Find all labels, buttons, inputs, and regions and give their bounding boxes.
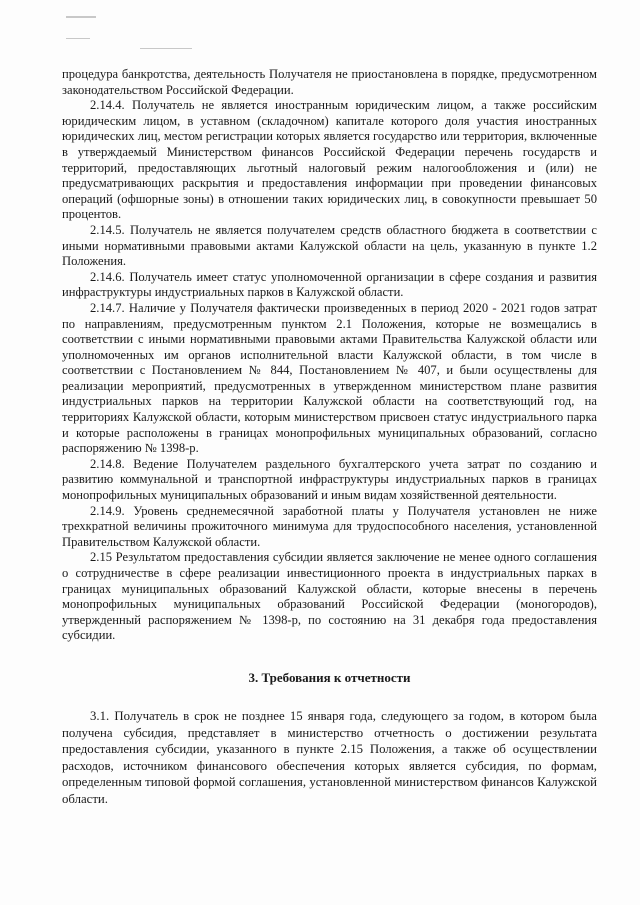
- paragraph-2-14-4: 2.14.4. Получатель не является иностранным юридическим лицом, а также российским юридическим лицом, в уставном (складочном) капитале которого доля участия иностранных юридических лиц, местом регистрации которых является государство или территория, включенные в утверждаемый Министерством финансов Российской Федерации перечень государств и территорий, предоставляющих льготный налоговый режим налогообложения и (или) не предусматривающих раскрытия и предоставления информации при проведении финансовых операций (офшорные зоны) в отношении таких юридических лиц, в совокупности превышает 50 процентов.: [62, 98, 597, 222]
- paragraph-2-15: 2.15 Результатом предоставления субсидии является заключение не менее одного соглашения о сотрудничестве в сфере реализации инвестиционного проекта в индустриальных парках в границах муниципальных образований Калужской области, которые внесены в перечень монопрофильных муниципальных образований Российской Федерации (моногородов), утвержденный распоряжением № 1398-р, по состоянию на 31 декабря года предоставления субсидии.: [62, 550, 597, 643]
- paragraph-3-1: 3.1. Получатель в срок не позднее 15 января года, следующего за годом, в котором была получена субсидия, представляет в министерство отчетность о достижении результата предоставления субсидии, указанного в пункте 2.15 Положения, а также об осуществлении расходов, источником финансового обеспечения которых является субсидия, по формам, определенным типовой формой соглашения, установленной министерством финансов Калужской области.: [62, 708, 597, 806]
- paragraph-2-14-5: 2.14.5. Получатель не является получателем средств областного бюджета в соответствии с иными нормативными правовыми актами Калужской области на цель, указанную в пункте 1.2 Положения.: [62, 222, 597, 269]
- paragraph-2-14-8: 2.14.8. Ведение Получателем раздельного бухгалтерского учета затрат по созданию и развитию коммунальной и транспортной инфраструктуры индустриальных парков в границах монопрофильных муниципальных образований и иным видам хозяйственной деятельности.: [62, 456, 597, 503]
- paragraph-continuation: процедура банкротства, деятельность Получателя не приостановлена в порядке, предусмотренном законодательством Российской Федерации.: [62, 67, 597, 97]
- paragraph-2-14-7: 2.14.7. Наличие у Получателя фактически произведенных в период 2020 - 2021 годов затрат по направлениям, предусмотренным пунктом 2.1 Положения, которые не возмещались в соответствии с иными нормативными правовыми актами Правительства Калужской области или уполномоченных им органов исполнительной власти Калужской области, в том числе в соответствии с Постановлением № 844, Постановлением № 407, и были осуществлены для реализации мероприятий, предусмотренных в утвержденном министерством плане развития индустриальных парков на территории Калужской области на соответствующий год, на территориях Калужской области, которым министерством присвоен статус индустриального парка и которые расположены в границах монопрофильных муниципальных образований, согласно распоряжению № 1398-р.: [62, 300, 597, 456]
- section-3-heading: 3. Требования к отчетности: [248, 669, 411, 685]
- scan-artifact: [66, 38, 90, 39]
- document-body: [62, 67, 597, 808]
- paragraph-2-14-6: 2.14.6. Получатель имеет статус уполномоченной организации в сфере создания и развития инфраструктуры индустриальных парков в Калужской области.: [62, 269, 597, 300]
- paragraph-2-14-9: 2.14.9. Уровень среднемесячной заработной платы у Получателя установлен не ниже трехкратной величины прожиточного минимума для трудоспособного населения, установленной Правительством Калужской области.: [62, 503, 597, 549]
- scan-artifact: [140, 48, 192, 49]
- section-3-body: [62, 708, 597, 808]
- scan-artifact: [66, 16, 96, 18]
